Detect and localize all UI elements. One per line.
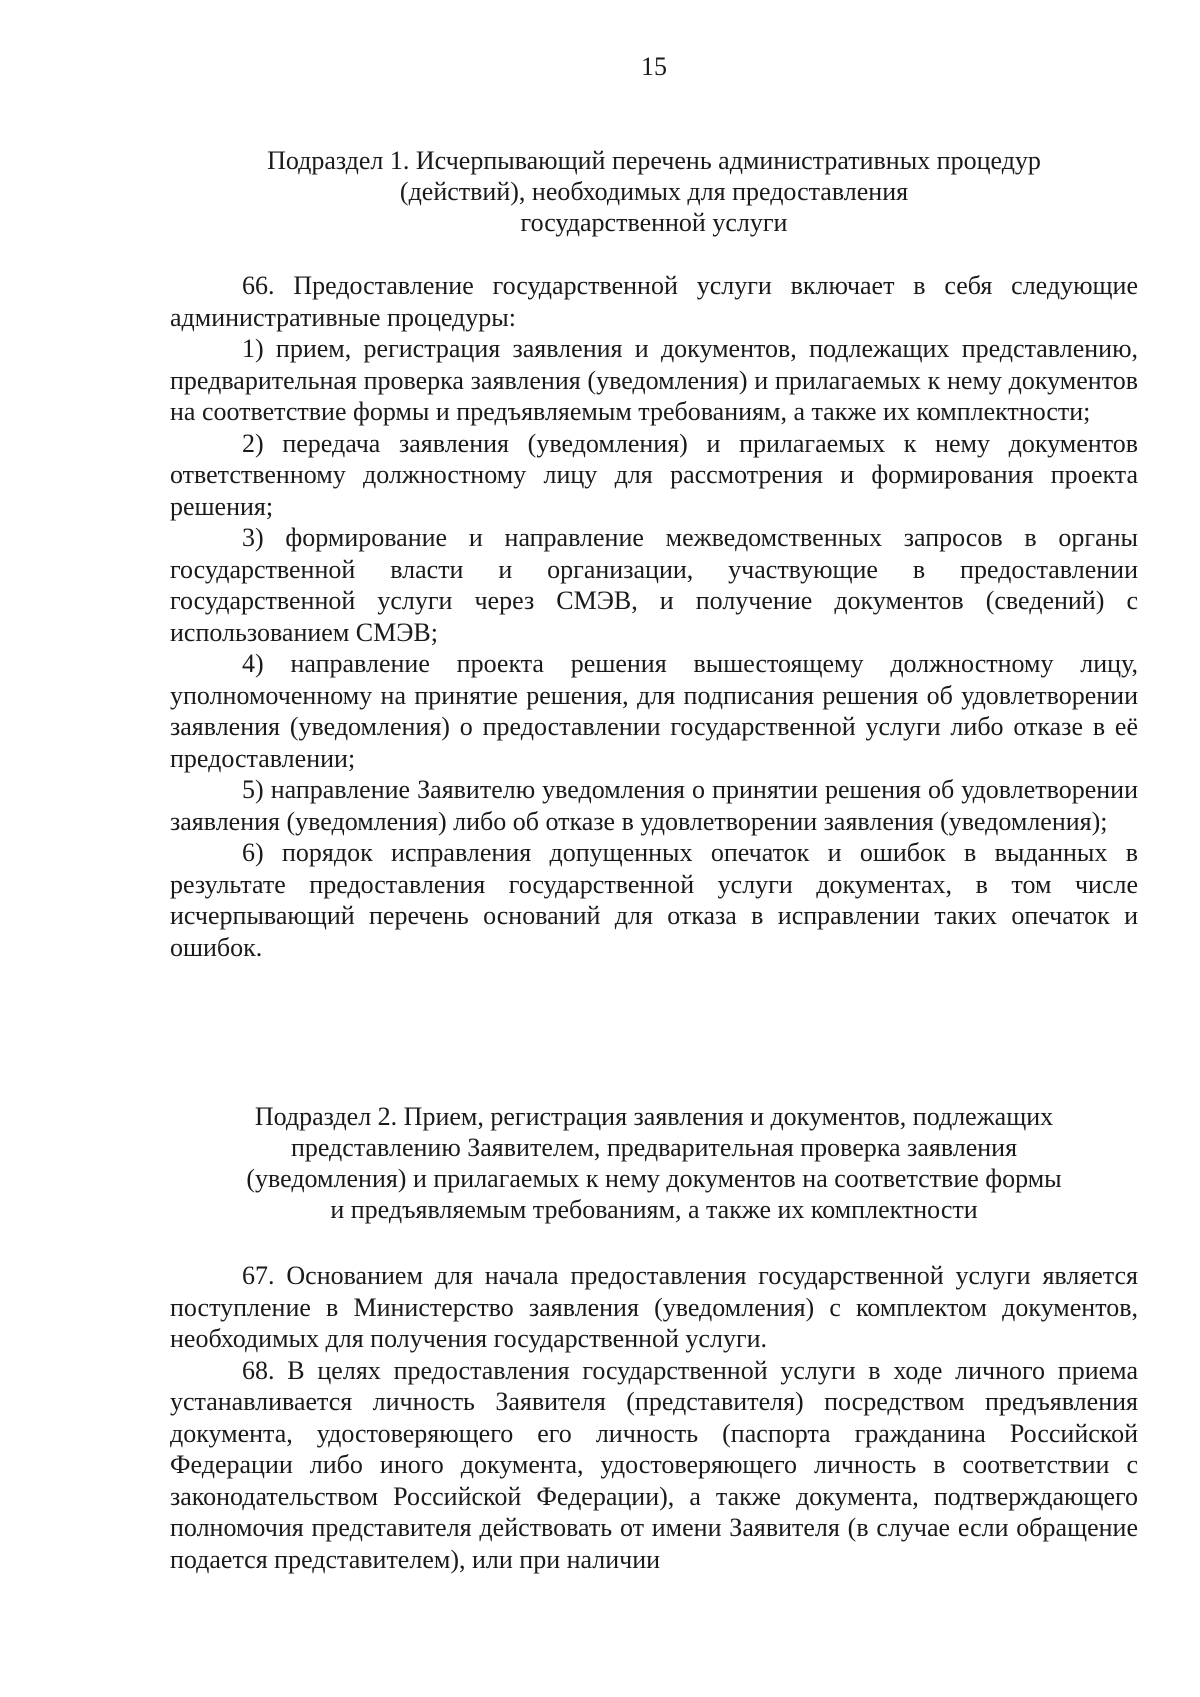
subsection-2-body [170,1260,1138,1575]
list-item-3: 3) формирование и направление межведомственных запросов в органы государственной власти и организации, участвующие в предоставлении государственной услуги через СМЭВ, и получение документов (сведений) с использованием СМЭВ; [170,523,1138,647]
list-item-1: 1) прием, регистрация заявления и документов, подлежащих представлению, предварительная проверка заявления (уведомления) и прилагаемых к нему документов на соответствие формы и предъявляемым требованиям, а также их комплектности; [170,334,1138,426]
subsection-2-title [170,1101,1138,1225]
paragraph-68: 68. В целях предоставления государственной услуги в ходе личного приема устанавливается личность Заявителя (представителя) посредством предъявления документа, удостоверяющего его личность (паспорта гражданина Российской Федерации либо иного документа, удостоверяющего личность в соответствии с законодательством Российской Федерации), а также документа, подтверждающего полномочия представителя действовать от имени Заявителя (в случае если обращение подается представителем), или при наличии [170,1355,1138,1574]
list-item-2: 2) передача заявления (уведомления) и прилагаемых к нему документов ответственному должностному лицу для рассмотрения и формирования проекта решения; [170,428,1138,521]
subsection-2-title-line: и предъявляемым требованиям, а также их комплектности [330,1195,978,1224]
paragraph-66: 66. Предоставление государственной услуги включает в себя следующие административные процедуры: [170,271,1138,332]
subsection-1-body [170,270,1138,963]
subsection-2-title-line: представлению Заявителем, предварительная проверка заявления [290,1133,1018,1162]
subsection-2-title-line: (уведомления) и прилагаемых к нему документов на соответствие формы [246,1164,1062,1193]
subsection-1-title-line: Подраздел 1. Исчерпывающий перечень административных процедур [267,146,1041,175]
subsection-1-title [170,145,1138,238]
page-number: 15 [641,52,667,81]
subsection-1-title-line: государственной услуги [520,208,788,237]
subsection-1-title-line: (действий), необходимых для предоставления [399,177,909,206]
subsection-2-title-line: Подраздел 2. Прием, регистрация заявления и документов, подлежащих [254,1102,1054,1131]
list-item-4: 4) направление проекта решения вышестоящему должностному лицу, уполномоченному на принятие решения, для подписания решения об удовлетворении заявления (уведомления) о предоставлении государственной услуги либо отказе в её предоставлении; [170,649,1138,773]
list-item-5: 5) направление Заявителю уведомления о принятии решения об удовлетворении заявления (уведомления) либо об отказе в удовлетворении заявления (уведомления); [170,775,1138,836]
paragraph-67: 67. Основанием для начала предоставления государственной услуги является поступление в Министерство заявления (уведомления) с комплектом документов, необходимых для получения государственной услуги. [170,1261,1138,1353]
list-item-6: 6) порядок исправления допущенных опечаток и ошибок в выданных в результате предоставления государственной услуги документах, в том числе исчерпывающий перечень оснований для отказа в исправлении таких опечаток и ошибок. [170,838,1138,962]
